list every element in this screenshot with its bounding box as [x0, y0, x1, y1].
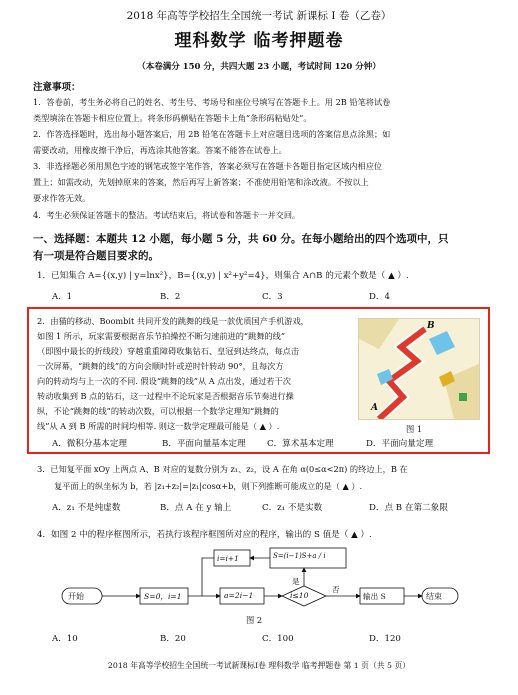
note-line: 置上；如需改动，先划掉原来的答案，然后再写上新答案；不准使用铅笔和涂改液。不按以上 — [33, 177, 369, 187]
q2-line: 一次屏幕，“跳舞的线”的方向会顺时针或逆时针转动 90°，且每次方 — [37, 361, 284, 371]
flow-yes: 是 — [292, 577, 300, 586]
flow-init: S=0，i=1 — [144, 592, 182, 601]
q2-line: 转动收集到 B 点的钻石，这一过程中不论玩家是否根据音乐节奏进行操 — [37, 391, 294, 401]
flow-output: 输出 S — [363, 592, 386, 601]
q2-option-b: B．平面向量基本定理 — [162, 439, 246, 449]
note-line: 2．作答选择题时，选出每小题答案后，用 2B 铅笔在答题卡上对应题目选项的答案信息点涂黑；如 — [33, 129, 391, 139]
page-title: 理科数学 临考押题卷 — [174, 31, 344, 51]
q2-line: 2．由猫的移动、Boombit 共同开发的跳舞的线是一款优质国产手机游戏， — [37, 316, 309, 326]
q4-option-d: D．120 — [369, 634, 401, 644]
q2-line: 线”从 A 到 B 所需的时间均相等. 则这一数学定理最可能是（ ▲ ）. — [37, 421, 280, 431]
q2-line: 纵，不论“跳舞的线”的转动次数，可以根据一个数学定理知“跳舞的 — [37, 406, 279, 416]
note-line: 1．答卷前，考生务必将自己的姓名、考生号、考场号和座位号填写在答题卡上。用 2B 铅笔将试卷 — [33, 97, 391, 107]
q3-option-b: B．点 A 在 y 轴上 — [160, 503, 232, 513]
flow-update-s: S=(i−1)S+a / i — [273, 552, 326, 560]
q2-option-d: D．平面向量定理 — [366, 439, 434, 449]
q4-option-c: C．100 — [262, 634, 294, 644]
q2-line: 向的转动均与上一次的不同. 假设“跳舞的线”从 A 点出发，通过若干次 — [37, 376, 291, 386]
note-line: 4．考生必须保证答题卡的整洁。考试结束后，将试卷和答题卡一并交回。 — [33, 210, 301, 220]
q1-option-d: D．4 — [369, 292, 390, 302]
q2-option-c: C．算术基本定理 — [267, 439, 334, 449]
flow-condition: i≤10 — [290, 591, 309, 600]
point-b-label: B — [427, 321, 435, 331]
note-line: 要求作答无效。 — [33, 193, 91, 203]
section-heading-cont: 有一项是符合题目要求的。 — [33, 250, 159, 262]
q1-option-b: B．2 — [160, 292, 181, 302]
flow-start: 开始 — [68, 592, 84, 601]
q3-line: 复平面上的纵坐标为 b，若 |z₁+z₂|=|z₁|cosα+b，则下列推断可能成立的是（ ▲ ）. — [54, 481, 363, 491]
page-subtitle: （本卷满分 150 分，共四大题 23 小题，考试时间 120 分钟） — [137, 62, 381, 72]
flow-update-i: i=i+1 — [217, 554, 239, 563]
q2-line: （即图中最长的折线段）穿越重重障碍收集钻石、皇冠到达终点，每点击 — [37, 346, 300, 356]
dancing-line-game-image — [358, 318, 480, 420]
q1-option-a: A．1 — [52, 292, 73, 302]
note-line: 类型填涂在答题卡相应位置上。将条形码横贴在答题卡上角“条形码粘贴处”。 — [33, 113, 312, 123]
q1-stem: 1．已知集合 A={(x,y) | y=lnx²}，B={(x,y) | x²+y²=4}，则集合 A∩B 的元素个数是（ ▲ ）. — [37, 271, 409, 281]
point-a-label: A — [371, 403, 378, 413]
notes-heading: 注意事项： — [33, 82, 81, 93]
q1-option-c: C．3 — [262, 292, 283, 302]
q2-line: 如图 1 所示，玩家需要根据音乐节拍操控不断匀速前进的“跳舞的线” — [37, 331, 286, 341]
flow-no: 否 — [332, 585, 340, 594]
figure-2-label: 图 2 — [246, 615, 263, 625]
flow-assign-a: a=2i−1 — [224, 591, 254, 600]
section-heading: 一、选择题：本题共 12 小题，每小题 5 分，共 60 分。在每小题给出的四个选项中，只 — [33, 233, 449, 245]
q3-option-a: A．z₁ 不是纯虚数 — [52, 503, 121, 513]
figure-1-label: 图 1 — [406, 424, 423, 434]
note-line: 需要改动，用橡皮擦干净后，再选涂其他答案。答案不能答在试卷上。 — [33, 145, 287, 155]
page-footer: 2018 年高等学校招生全国统一考试新课标Ⅰ卷 理科数学 临考押题卷 第 1 页（共 5 页） — [107, 661, 411, 670]
exam-header: 2018 年高等学校招生全国统一考试 新课标 Ⅰ 卷（乙卷） — [126, 10, 392, 22]
q4-stem: 4．如图 2 中的程序框图所示，若执行该程序框图所对应的程序，输出的 S 值是（ ▲ ）. — [37, 530, 372, 540]
flow-end: 结束 — [426, 592, 442, 601]
note-line: 3．非选择题必须用黑色字迹的钢笔或签字笔作答，答案必须写在答题卡各题目指定区域内相应位 — [33, 161, 383, 171]
q3-line: 3．已知复平面 xOy 上两点 A、B 对应的复数分别为 z₁、z₂，设 A 在角 α(0≤α<2π) 的终边上，B 在 — [37, 464, 408, 474]
q3-option-d: D．点 B 在第二象限 — [369, 503, 448, 513]
q4-option-a: A．10 — [52, 634, 78, 644]
q4-option-b: B．20 — [160, 634, 186, 644]
q2-option-a: A．微积分基本定理 — [52, 439, 127, 449]
q3-option-c: C．z₁ 不是实数 — [262, 503, 323, 513]
